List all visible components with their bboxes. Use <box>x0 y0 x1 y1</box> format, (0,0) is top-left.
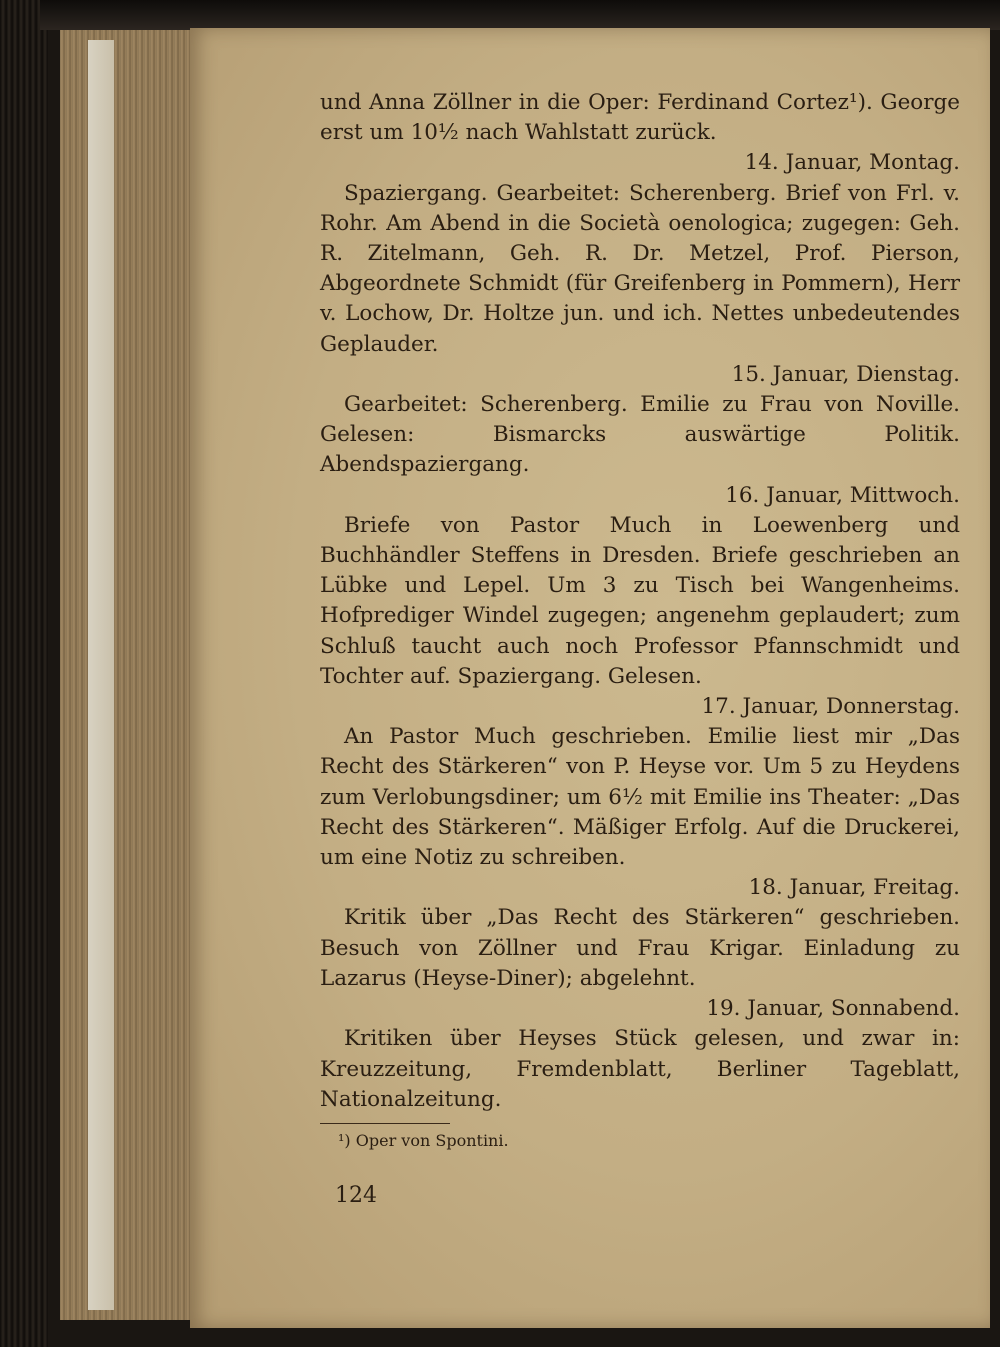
paragraph: Spaziergang. Gearbeitet: Scherenberg. Brief von Frl. v. Rohr. Am Abend in die Società oenologica; zugegen: Geh. R. Zitelmann, Geh. R. Dr. Metzel, Prof. Pierson, Abgeordnete Schmidt (für Greifenberg in Pommern), Herr v. Lochow, Dr. Holtze jun. und ich. Nettes unbedeutendes Geplauder. <box>320 180 960 357</box>
page-stack-highlight <box>88 40 114 1310</box>
footnote-rule <box>320 1123 450 1124</box>
diary-date: 14. Januar, Montag. <box>744 150 960 176</box>
paragraph: An Pastor Much geschrieben. Emilie liest mir „Das Recht des Stärkeren“ von P. Heyse vor. Um 5 zu Heydens zum Verlobungsdiner; um 6½ mit Emilie ins Theater: „Das Recht des Stärkeren“. Mäßiger Erfolg. Auf die Druckerei, um eine Notiz zu schreiben. <box>320 724 960 871</box>
paragraph: Kritiken über Heyses Stück gelesen, und zwar in: Kreuzzeitung, Fremdenblatt, Berliner Tageblatt, Nationalzeitung. <box>320 1026 960 1112</box>
diary-date: 19. Januar, Sonnabend. <box>706 996 960 1022</box>
footnote: ¹) Oper von Spontini. <box>338 1130 509 1150</box>
diary-date: 16. Januar, Mittwoch. <box>725 482 960 508</box>
page-number: 124 <box>335 1183 377 1208</box>
book-cover-edge <box>0 0 48 1347</box>
diary-date: 15. Januar, Dienstag. <box>731 361 960 387</box>
book-top-edge <box>40 0 1000 30</box>
paragraph: und Anna Zöllner in die Oper: Ferdinand Cortez¹). George erst um 10½ nach Wahlstatt zurück. <box>320 90 960 146</box>
book-page <box>190 28 990 1328</box>
diary-date: 17. Januar, Donnerstag. <box>701 694 960 720</box>
paragraph: Briefe von Pastor Much in Loewenberg und Buchhändler Steffens in Dresden. Briefe geschrieben an Lübke und Lepel. Um 3 zu Tisch bei Wangenheims. Hofprediger Windel zugegen; angenehm geplaudert; zum Schluß taucht auch noch Professor Pfannschmidt und Tochter auf. Spaziergang. Gelesen. <box>320 512 960 689</box>
page-text <box>320 88 960 1152</box>
page-stack-edge <box>60 30 192 1320</box>
paragraph: Kritik über „Das Recht des Stärkeren“ geschrieben. Besuch von Zöllner und Frau Krigar. Einladung zu Lazarus (Heyse-Diner); abgelehnt. <box>320 905 960 991</box>
paragraph: Gearbeitet: Scherenberg. Emilie zu Frau von Noville. Gelesen: Bismarcks auswärtige Politik. Abendspaziergang. <box>320 392 960 478</box>
diary-date: 18. Januar, Freitag. <box>748 875 960 901</box>
